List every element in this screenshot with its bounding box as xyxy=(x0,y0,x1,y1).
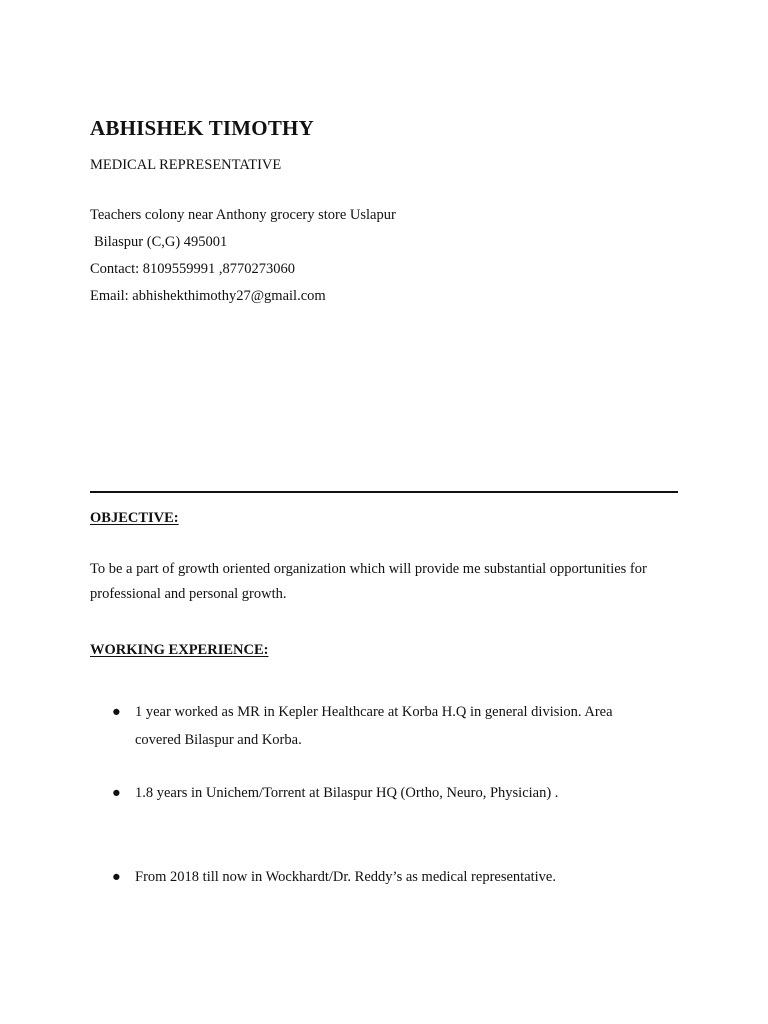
experience-item-1: 1 year worked as MR in Kepler Healthcare at Korba H.Q in general division. Area covered Bilaspur and Korba. xyxy=(135,704,613,748)
experience-heading: WORKING EXPERIENCE: xyxy=(90,642,269,658)
address-line-1: Teachers colony near Anthony grocery store Uslapur xyxy=(90,207,396,223)
objective-text: To be a part of growth oriented organization which will provide me substantial opportunities for professional and personal growth. xyxy=(90,561,647,602)
contact-email: Email: abhishekthimothy27@gmail.com xyxy=(90,288,326,304)
experience-item-2: 1.8 years in Unichem/Torrent at Bilaspur HQ (Ortho, Neuro, Physician) . xyxy=(135,785,559,801)
section-divider xyxy=(90,491,678,493)
bullet-icon: ● xyxy=(112,704,121,720)
experience-item-3: From 2018 till now in Wockhardt/Dr. Reddy’s as medical representative. xyxy=(135,869,556,885)
contact-phone: Contact: 8109559991 ,8770273060 xyxy=(90,261,296,277)
objective-heading: OBJECTIVE: xyxy=(90,510,179,526)
bullet-icon: ● xyxy=(112,785,121,801)
job-title: MEDICAL REPRESENTATIVE xyxy=(90,157,282,173)
address-line-2: Bilaspur (C,G) 495001 xyxy=(94,234,228,250)
candidate-name: ABHISHEK TIMOTHY xyxy=(90,116,314,140)
bullet-icon: ● xyxy=(112,869,121,885)
